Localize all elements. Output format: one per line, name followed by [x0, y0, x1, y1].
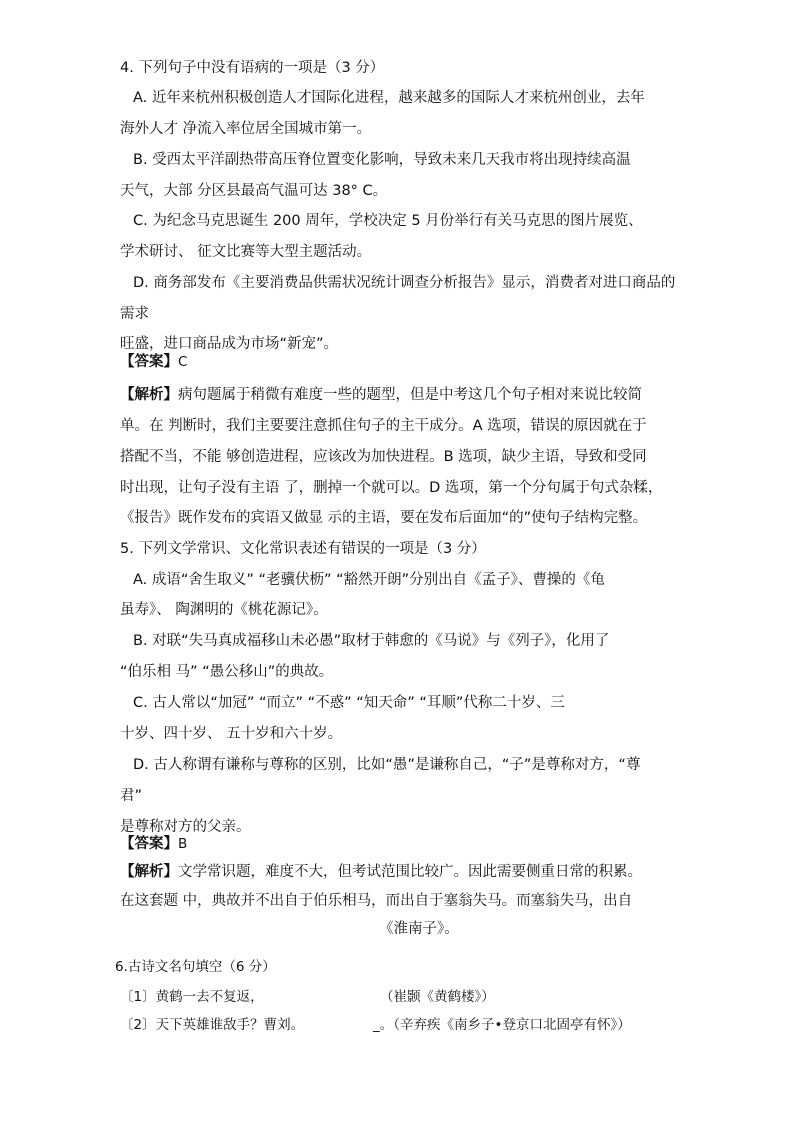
- q4-option-b-line1: B. 受西太平洋副热带高压脊位置变化影响，导致未来几天我市将出现持续高温: [133, 152, 631, 168]
- q5-option-c-line1: C. 古人常以“加冠” “而立” “不惑” “知天命” “耳顺”代称二十岁、三: [133, 695, 565, 711]
- q4-analysis-line4: 时出现，让句子没有主语 了，删掉一个就可以。D 选项，第一个分句属于句式杂糅，: [120, 480, 663, 496]
- q4-analysis-text: 病句题属于稍微有难度一些的题型，但是中考这几个句子相对来说比较简: [178, 387, 642, 403]
- q4-option-a-line1: A. 近年来杭州积极创造人才国际化进程，越来越多的国际人才来杭州创业，去年: [133, 90, 645, 106]
- q4-option-a-line2: 海外人才 净流入率位居全国城市第一。: [120, 121, 372, 137]
- q5-option-d-line1: D. 古人称谓有谦称与尊称的区别，比如“愚”是谦称自己，“子”是尊称对方，“尊: [133, 757, 641, 773]
- q5-option-c-line2: 十岁、四十岁、 五十岁和六十岁。: [120, 726, 343, 742]
- q6-item2-source: _。（辛弃疾《南乡子•登京口北固亭有怀》）: [373, 1017, 631, 1033]
- q4-answer-tag: 【答案】: [120, 354, 178, 370]
- q5-option-d-line2: 君”: [120, 788, 143, 804]
- q4-answer-value: C: [178, 354, 188, 370]
- q5-analysis-line1: [120, 862, 642, 882]
- q4-analysis-tag: 【解析】: [120, 387, 178, 403]
- q5-option-a-line2: 虽寿》、 陶渊明的《桃花源记》。: [120, 602, 328, 618]
- q4-stem: 4. 下列句子中没有语病的一项是（3 分）: [120, 60, 385, 76]
- q4-option-c-line2: 学术研讨、 征文比赛等大型主题活动。: [120, 244, 372, 260]
- q5-analysis-tag: 【解析】: [120, 864, 178, 880]
- q6-item1-source: （崔颢《黄鹤楼》）: [380, 989, 495, 1005]
- q4-option-c-line1: C. 为纪念马克思诞生 200 周年，学校决定 5 月份举行有关马克思的图片展览、: [133, 213, 643, 229]
- q4-option-d-line3: 旺盛，进口商品成为市场“新宠”。: [120, 336, 339, 352]
- q5-stem: 5. 下列文学常识、文化常识表述有错误的一项是（3 分）: [120, 541, 486, 557]
- q5-analysis-line3: 《淮南子》。: [379, 921, 459, 937]
- q4-analysis-line1: [120, 385, 642, 405]
- q5-answer-value: B: [178, 836, 188, 852]
- q5-answer: [120, 834, 187, 854]
- q4-analysis-line2: 单。在 判断时，我们主要要注意抓住句子的主干成分。A 选项，错误的原因就在于: [120, 418, 647, 434]
- q5-option-a-line1: A. 成语“舍生取义” “老骥伏枥” “豁然开朗”分别出自《孟子》、曹操的《龟: [133, 572, 605, 588]
- q4-analysis-line3: 搭配不当，不能 够创造进程，应该改为加快进程。B 选项，缺少主语，导致和受同: [120, 449, 647, 465]
- q6-stem: 6.古诗文名句填空（6 分）: [115, 959, 276, 975]
- q4-option-d-line2: 需求: [120, 306, 149, 322]
- q5-analysis-line2: 在这套题 中，典故并不出自于伯乐相马，而出自于塞翁失马。而塞翁失马，出自: [120, 893, 633, 909]
- q5-analysis-text: 文学常识题，难度不大，但考试范围比较广。因此需要侧重日常的积累。: [178, 864, 642, 880]
- q5-option-d-line3: 是尊称对方的父亲。: [120, 819, 251, 835]
- q6-item2-prompt: 〔2〕天下英雄谁敌手？曹刘。: [120, 1017, 305, 1033]
- q4-analysis-line5: 《报告》既作发布的宾语又做显 示的主语，要在发布后面加“的”使句子结构完整。: [120, 510, 648, 526]
- q5-option-b-line1: B. 对联“失马真成福移山未必愚”取材于韩愈的《马说》与《列子》，化用了: [133, 633, 610, 649]
- q5-answer-tag: 【答案】: [120, 836, 178, 852]
- q4-option-d-line1: D. 商务部发布《主要消费品供需状况统计调查分析报告》显示，消费者对进口商品的: [133, 275, 676, 291]
- q4-option-b-line2: 天气，大部 分区县最高气温可达 38° C。: [120, 183, 388, 199]
- q6-item1-prompt: 〔1〕黄鹤一去不复返，: [120, 989, 264, 1005]
- q4-answer: [120, 352, 187, 372]
- q5-option-b-line2: “伯乐相 马” “愚公移山”的典故。: [120, 664, 334, 680]
